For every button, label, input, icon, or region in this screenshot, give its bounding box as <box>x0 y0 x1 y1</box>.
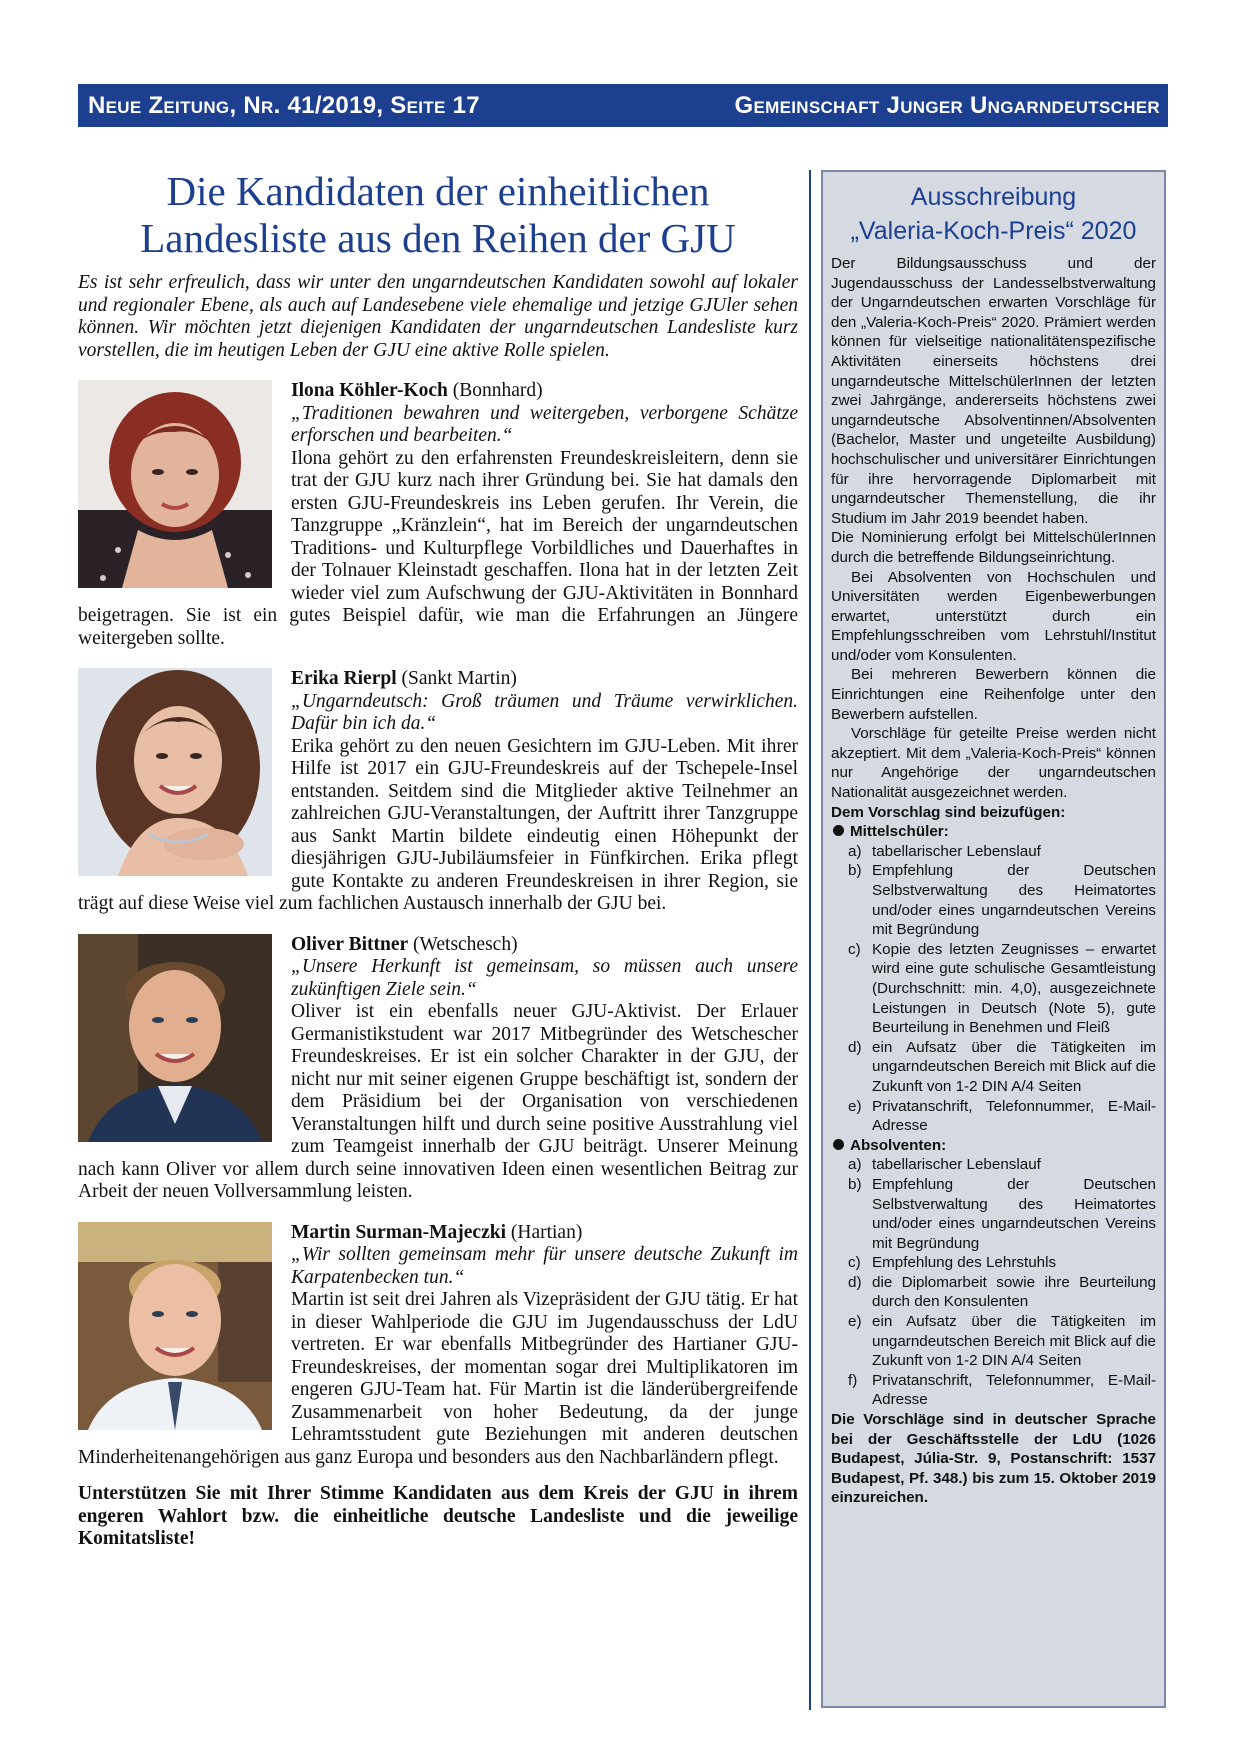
list-item <box>831 1155 1156 1175</box>
list-item-text: Empfehlung der Deutschen Selbstverwaltung des Heimatortes und/oder eines ungarndeutschen Vereins mit Begründung <box>872 1175 1156 1252</box>
candidate-quote: „Traditionen bewahren und weitergeben, verborgene Schätze erforschen und bearbeiten.“ <box>291 402 798 446</box>
sidebar-announcement <box>821 170 1166 1708</box>
candidate-photo <box>78 668 272 876</box>
list-item <box>831 842 1156 862</box>
list-item-text: tabellarischer Lebenslauf <box>872 1156 1041 1174</box>
list-item-text: die Diplomarbeit sowie ihre Beurteilung durch den Konsulenten <box>872 1273 1156 1311</box>
candidate-place: (Sankt Martin) <box>401 668 517 689</box>
sidebar-list <box>831 842 1156 1136</box>
sidebar-title-line-1: Ausschreibung <box>910 183 1077 211</box>
sidebar-paragraph: Der Bildungsausschuss und der Jugendausschuss der Landesselbstverwaltung der Ungarndeutschen erwarten Vorschläge für den „Valeria-Koch-Preis“ 2020. Prämiert werden können für vielseitige nationalitätenspezifische Aktivitäten einerseits höchstens drei ungarndeutsche MittelschülerInnen der letzten zwei Jahrgänge, andererseits höchstens zwei ungarndeutsche Absolventinnen/Absolventen (Bachelor, Master und ungeteilte Ausbildung) hochschulischer und universitärer Einrichtungen für ihre hervorragende Diplomarbeit mit ungarndeutscher Themenstellung, die ihr Studium im Jahr 2019 beendet haben. <box>831 255 1156 527</box>
sidebar-group-heading <box>831 1136 1156 1156</box>
list-item-letter: d) <box>848 1273 862 1291</box>
sidebar-submission-note: Die Vorschläge sind in deutscher Sprache bei der Geschäftsstelle der LdU (1026 Budapest, Júlia-Str. 9, Postanschrift: 1537 Budapest, Pf. 348.) bis zum 15. Oktober 2019 einzureichen. <box>831 1411 1156 1507</box>
sidebar-group-title: Mittelschüler: <box>850 823 949 841</box>
candidate-block <box>78 668 798 916</box>
list-item-letter: c) <box>848 1254 861 1272</box>
candidate-place: (Wetschesch) <box>413 933 518 955</box>
article-title-line-1: Die Kandidaten der einheitlichen <box>166 168 710 214</box>
list-item <box>831 1371 1156 1410</box>
sidebar-title-line-2: „Valeria-Koch-Preis“ 2020 <box>850 217 1137 245</box>
article-title <box>78 168 798 262</box>
sidebar-group-title: Absolventen: <box>850 1136 947 1154</box>
article-intro: Es ist sehr erfreulich, dass wir unter den ungarndeutschen Kandidaten sowohl auf lokaler und regionaler Ebene, als auch auf Landesebene viele ehemalige und jetzige GJUler sehen können. Wir möchten jetzt diejenigen Kandidaten der ungarndeutschen Landesliste kurz vorstellen, die im heutigen Leben der GJU eine aktive Rolle spielen. <box>78 272 798 361</box>
list-item-letter: b) <box>848 862 862 880</box>
sidebar-paragraph: Bei mehreren Bewerbern können die Einrichtungen eine Reihenfolge unter den Bewerbern aufstellen. <box>831 666 1156 723</box>
candidate-place: (Bonnhard) <box>452 380 543 401</box>
list-item <box>831 1312 1156 1371</box>
sidebar-attachments-heading: Dem Vorschlag sind beizufügen: <box>831 803 1066 821</box>
list-item-letter: e) <box>848 1313 862 1331</box>
candidate-name: Martin Surman-Majeczki <box>291 1221 506 1243</box>
candidate-text: Erika gehört zu den neuen Gesichtern im GJU-Leben. Mit ihrer Hilfe ist 2017 ein GJU-Freundeskreis auf der Tschepele-Insel entstanden. Seitdem sind die Mitglieder aktive Teilnehmer an zahlreichen GJU-Veranstaltungen, der Auftritt ihrer Tanzgruppe aus Sankt Martin bildete eindeutig einen Höhepunkt der diesjährigen GJU-Jubiläumsfeier in Fünfkirchen. Erika pflegt gute Kontakte zu anderen Freundeskreisen in ihrer Region, sie trägt auf diese Weise viel zum fachlichen Austausch innerhalb der GJU bei. <box>78 735 798 914</box>
list-item-letter: a) <box>848 1156 862 1174</box>
sidebar-list <box>831 1155 1156 1410</box>
page-header <box>78 84 1168 127</box>
list-item-letter: f) <box>848 1371 858 1389</box>
list-item <box>831 861 1156 939</box>
candidate-name: Oliver Bittner <box>291 933 409 955</box>
candidate-name: Ilona Köhler-Koch <box>291 380 448 401</box>
candidate-block <box>78 934 798 1204</box>
candidate-photo <box>78 1222 272 1430</box>
bullet-icon <box>833 825 844 836</box>
sidebar-group-heading <box>831 822 1156 842</box>
list-item <box>831 1097 1156 1136</box>
list-item-text: Kopie des letzten Zeugnisses – erwartet wird eine gute schulische Gesamtleistung (Durchschnitt: min. 4,0), ausgezeichnete Leistungen in Deutsch (Note 5), gute Beurteilung in Benehmen und Fleiß <box>872 940 1156 1037</box>
candidate-block <box>78 1222 798 1470</box>
candidate-photo <box>78 380 272 588</box>
list-item-text: Empfehlung des Lehrstuhls <box>872 1254 1057 1272</box>
sidebar-paragraph: Die Nominierung erfolgt bei MittelschülerInnen durch die betreffende Bildungseinrichtung. <box>831 529 1156 566</box>
article-closing: Unterstützen Sie mit Ihrer Stimme Kandidaten aus dem Kreis der GJU in ihrem engeren Wahlort bzw. die einheitliche deutsche Landesliste und die jeweilige Komitatsliste! <box>78 1483 798 1549</box>
bullet-icon <box>833 1139 844 1150</box>
list-item <box>831 1175 1156 1253</box>
list-item <box>831 940 1156 1038</box>
list-item-text: Privatanschrift, Telefonnummer, E-Mail-Adresse <box>872 1371 1156 1409</box>
candidate-text: Martin ist seit drei Jahren als Vizepräsident der GJU tätig. Er hat in dieser Wahlperiode die GJU im Jugendausschuss der LdU vertreten. Er war ebenfalls Mitbegründer des Hartianer GJU-Freundeskreises, der momentan sogar drei Multiplikatoren im engeren GJU-Team hat. Für Martin ist die länderübergreifende Zusammenarbeit von hoher Bedeutung, da der junge Lehramtsstudent gute Beziehungen mit anderen deutschen Minderheitenangehörigen aus ganz Europa und besonders aus den Nachbarländern pflegt. <box>78 1289 798 1468</box>
list-item-text: tabellarischer Lebenslauf <box>872 842 1041 860</box>
list-item-text: Privatanschrift, Telefonnummer, E-Mail-Adresse <box>872 1097 1156 1135</box>
candidate-quote: „Ungarndeutsch: Groß träumen und Träume verwirklichen. Dafür bin ich da.“ <box>291 690 798 734</box>
list-item-text: Empfehlung der Deutschen Selbstverwaltung des Heimatortes und/oder eines ungarndeutschen Vereins mit Begründung <box>872 862 1156 939</box>
candidate-quote: „Unsere Herkunft ist gemeinsam, so müssen auch unsere zukünftigen Ziele sein.“ <box>291 956 798 1000</box>
list-item <box>831 1253 1156 1273</box>
candidate-name: Erika Rierpl <box>291 668 397 689</box>
candidate-photo <box>78 934 272 1142</box>
sidebar-title <box>831 180 1156 248</box>
header-publication: Neue Zeitung, Nr. 41/2019, Seite 17 <box>88 92 480 119</box>
candidate-text: Ilona gehört zu den erfahrensten Freundeskreisleitern, denn sie trat der GJU kurz nach ihrer Gründung bei. Sie hat damals den ersten GJU-Freundeskreis ins Leben gerufen. Ihr Verein, die Tanzgruppe „Kränzlein“, hat im Bereich der ungarndeutschen Traditions- und Kulturpflege Vorbildliches und Dauerhaftes in der Tolnauer Kleinstadt geschaffen. Ilona hat in der letzten Zeit wieder viel zum Aufschwung der GJU-Aktivitäten in Bonnhard beigetragen. Sie ist ein gutes Beispiel dafür, wie man die Erfahrungen an Jüngere weitergeben sollte. <box>78 447 798 649</box>
list-item <box>831 1038 1156 1097</box>
sidebar-paragraph: Vorschläge für geteilte Preise werden nicht akzeptiert. Mit dem „Valeria-Koch-Preis“ können nur Angehörige der ungarndeutschen Nationalität ausgezeichnet werden. <box>831 725 1156 802</box>
list-item <box>831 1273 1156 1312</box>
main-article <box>78 168 798 1570</box>
candidate-place: (Hartian) <box>510 1221 583 1243</box>
candidate-text: Oliver ist ein ebenfalls neuer GJU-Aktivist. Der Erlauer Germanistikstudent war 2017 Mitbegründer des Wetschescher Freundeskreises. Er ist ein solcher Charakter in der GJU, der nicht nur mit seiner eigenen Gruppe beschäftigt ist, sondern der dem Präsidium bei der Organisation von verschiedenen Veranstaltungen hilft und durch seine positive Ausstrahlung viel zum Teamgeist innerhalb der GJU beiträgt. Unserer Meinung nach kann Oliver vor allem durch seine innovativen Ideen einen wesentlichen Beitrag zur Arbeit der neuen Vollversammlung leisten. <box>78 1001 798 1202</box>
list-item-letter: d) <box>848 1038 862 1056</box>
list-item-text: ein Aufsatz über die Tätigkeiten im ungarndeutschen Bereich mit Blick auf die Zukunft von 1-2 DIN A/4 Seiten <box>872 1313 1156 1370</box>
list-item-text: ein Aufsatz über die Tätigkeiten im ungarndeutschen Bereich mit Blick auf die Zukunft von 1-2 DIN A/4 Seiten <box>872 1038 1156 1095</box>
sidebar-paragraph: Bei Absolventen von Hochschulen und Universitäten werden Eigenbewerbungen erwartet, unterstützt durch ein Empfehlungsschreiben vom Lehrstuhl/Institut und/oder vom Konsulenten. <box>831 568 1156 664</box>
list-item-letter: b) <box>848 1175 862 1193</box>
candidate-block <box>78 380 798 650</box>
candidate-quote: „Wir sollten gemeinsam mehr für unsere deutsche Zukunft im Karpatenbecken tun.“ <box>291 1244 798 1288</box>
list-item-letter: e) <box>848 1097 862 1115</box>
list-item-letter: c) <box>848 940 861 958</box>
list-item-letter: a) <box>848 842 862 860</box>
article-title-line-2: Landesliste aus den Reihen der GJU <box>140 215 736 261</box>
header-section: Gemeinschaft Junger Ungarndeutscher <box>734 92 1160 119</box>
